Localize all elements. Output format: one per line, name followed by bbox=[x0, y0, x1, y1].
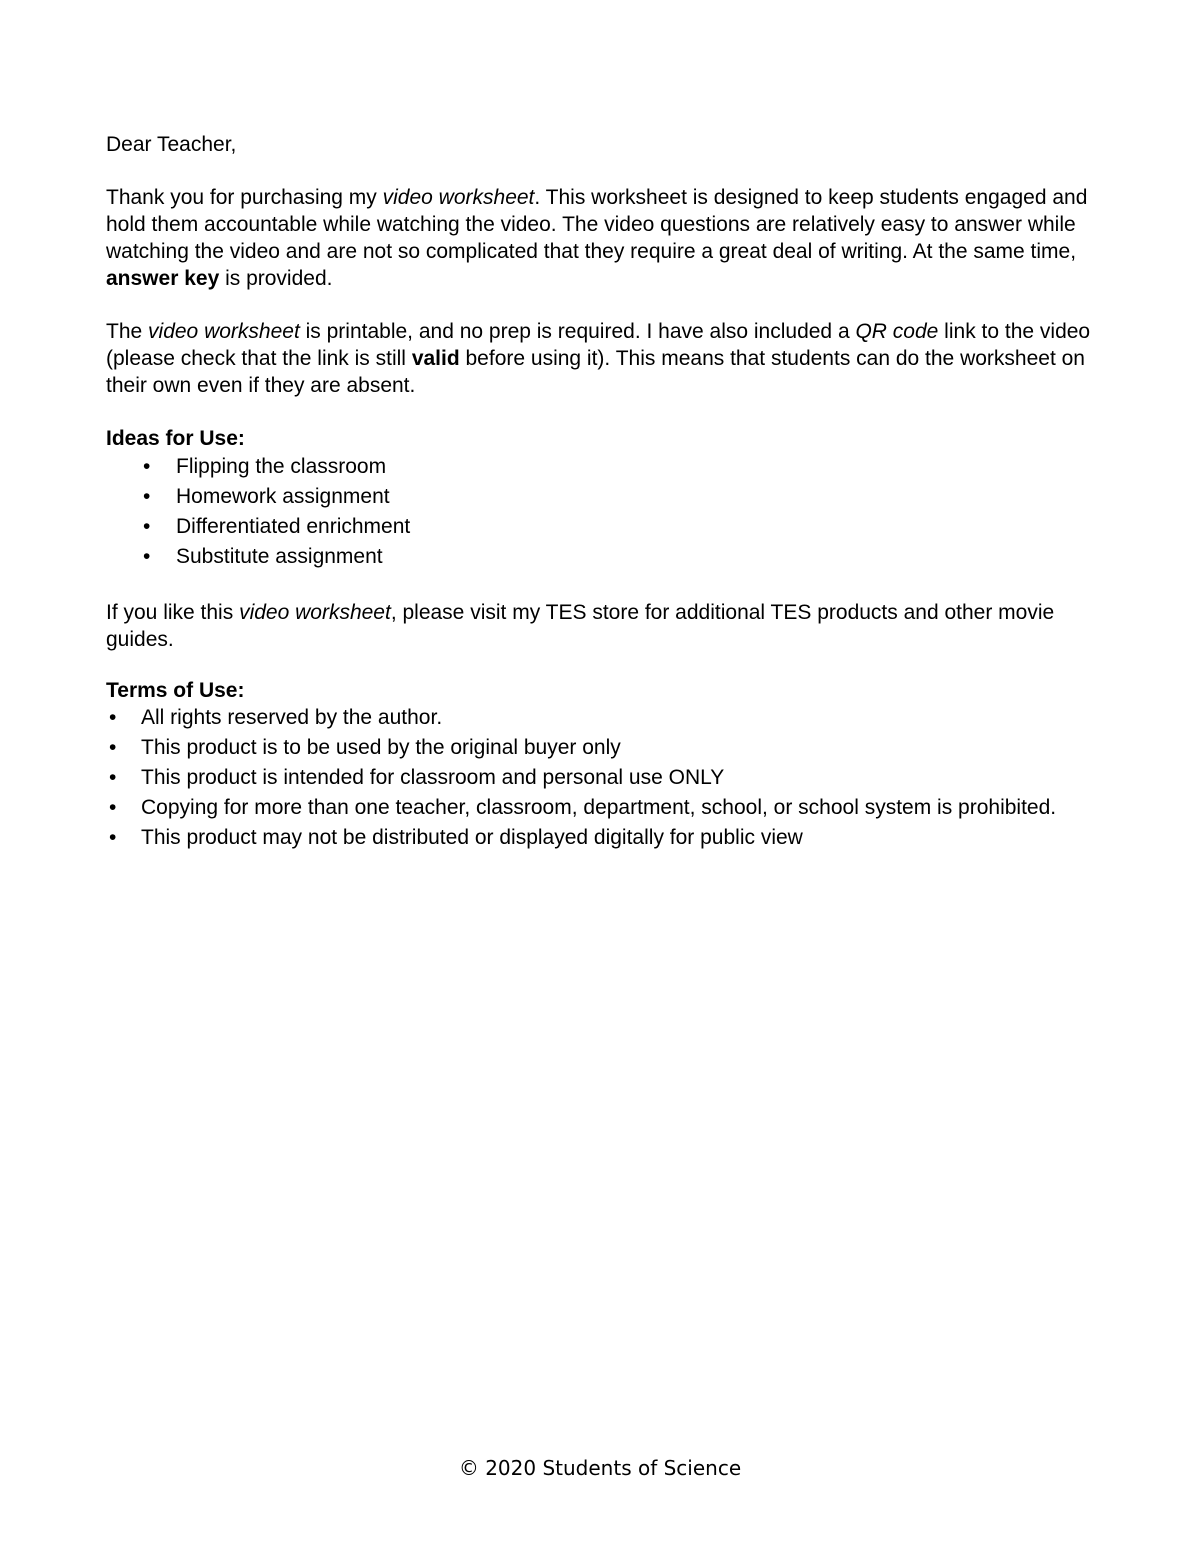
prep-paragraph bbox=[106, 318, 1101, 399]
store-paragraph bbox=[106, 599, 1101, 653]
intro-text-1: Thank you for purchasing my bbox=[106, 186, 383, 209]
list-item: • Substitute assignment bbox=[106, 542, 1101, 572]
ideas-heading: Ideas for Use: bbox=[106, 427, 245, 450]
prep-text-3: link to the video (please check that the link is still bbox=[106, 320, 1091, 370]
prep-text-1: The bbox=[106, 320, 149, 343]
list-item: • All rights reserved by the author. bbox=[106, 704, 1101, 731]
store-text-1: If you like this bbox=[106, 601, 240, 624]
prep-video-worksheet-emphasis: video worksheet bbox=[148, 320, 300, 343]
terms-list bbox=[106, 704, 1101, 851]
prep-valid-emphasis: valid bbox=[411, 347, 460, 370]
terms-heading: Terms of Use: bbox=[106, 679, 245, 702]
list-item: • Homework assignment bbox=[106, 482, 1101, 512]
store-text-2: , please visit my TES store for additional TES products and other movie guides. bbox=[106, 601, 1055, 651]
ideas-list bbox=[106, 452, 1101, 572]
prep-text-4: before using it). This means that students can do the worksheet on their own even if they are absent. bbox=[106, 347, 1085, 397]
list-item: • Flipping the classroom bbox=[106, 452, 1101, 482]
intro-answer-key-emphasis: answer key bbox=[106, 267, 220, 290]
prep-qr-code-emphasis: QR code bbox=[855, 320, 939, 343]
intro-paragraph bbox=[106, 184, 1101, 292]
salutation: Dear Teacher, bbox=[106, 133, 237, 156]
intro-text-2: . This worksheet is designed to keep students engaged and hold them accountable while watching the video. The video questions are relatively easy to answer while watching the video and are not so complicated that they require a great deal of writing. At the same time, bbox=[106, 186, 1088, 263]
list-item: • Differentiated enrichment bbox=[106, 512, 1101, 542]
copyright-footer: © 2020 Students of Science bbox=[458, 1456, 742, 1480]
list-item: • This product is intended for classroom and personal use ONLY bbox=[106, 764, 1101, 791]
intro-video-worksheet-emphasis: video worksheet bbox=[382, 186, 535, 209]
list-item: • This product may not be distributed or displayed digitally for public view bbox=[106, 824, 1101, 851]
list-item: • This product is to be used by the original buyer only bbox=[106, 734, 1101, 761]
prep-text-2: is printable, and no prep is required. I have also included a bbox=[299, 320, 856, 343]
store-video-worksheet-emphasis: video worksheet bbox=[239, 601, 391, 624]
intro-text-3: is provided. bbox=[219, 267, 333, 290]
list-item: • Copying for more than one teacher, classroom, department, school, or school system is prohibited. bbox=[106, 794, 1101, 821]
letter-body bbox=[106, 131, 1101, 854]
